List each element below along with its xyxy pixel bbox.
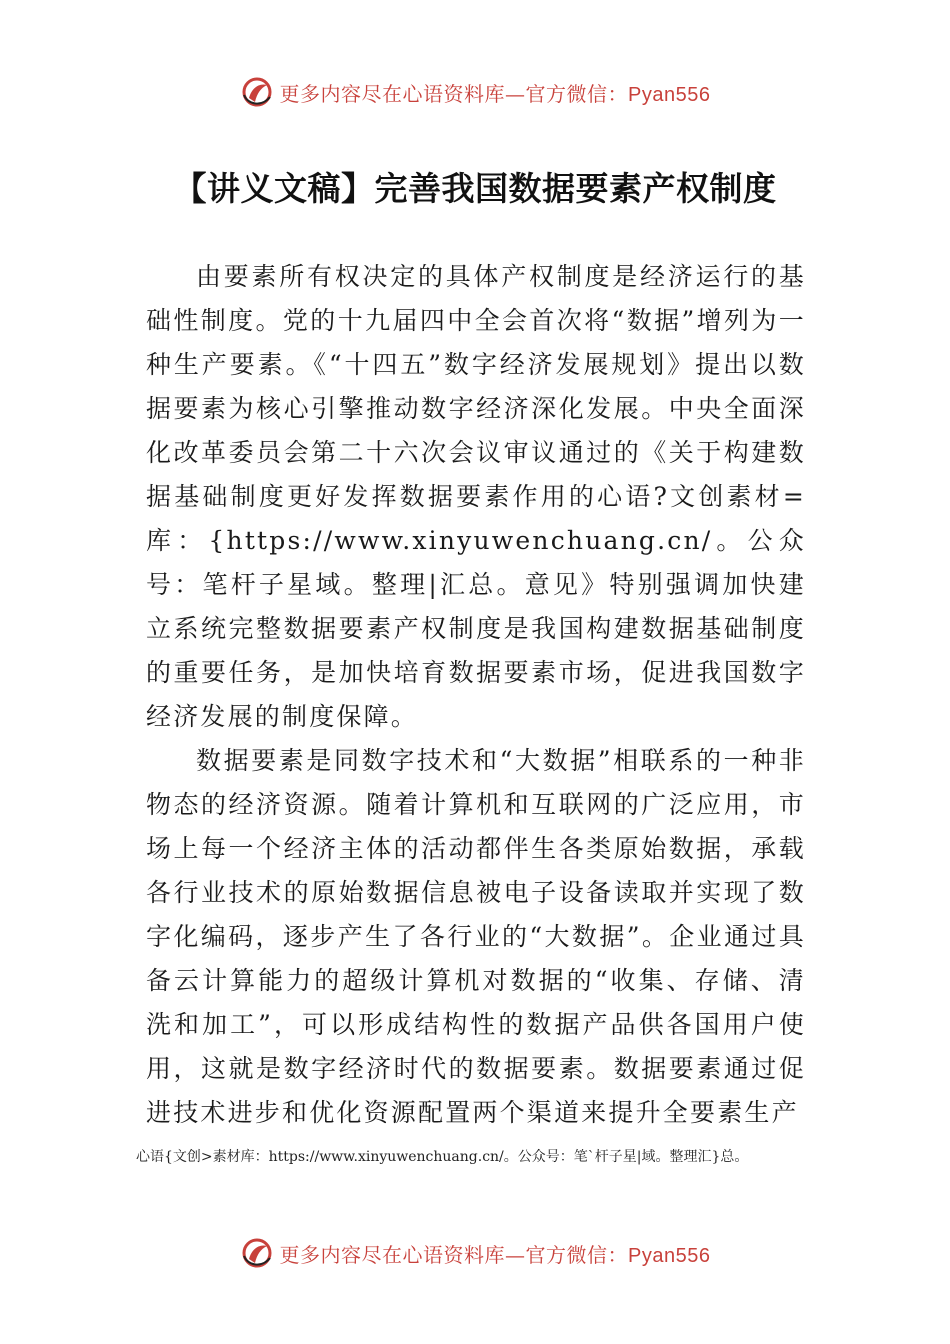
paragraph-1: 由要素所有权决定的具体产权制度是经济运行的基础性制度。党的十九届四中全会首次将“数据”增列为一种生产要素。《“十四五”数字经济发展规划》提出以数据要素为核心引擎推动数字经济深化发展。中央全面深化改革委员会第二十六次会议审议通过的《关于构建数据基础制度更好发挥数据要素作用的心语?文创素材=库：{https://www.xinyuwenchuang.cn/。公众号：笔杆子星域。整理|汇总。意见》特别强调加快建立系统完整数据要素产权制度是我国构建数据基础制度的重要任务，是加快培育数据要素市场，促进我国数字经济发展的制度保障。	[146, 262, 806, 731]
banner-label: 更多内容尽在心语资料库—官方微信：	[279, 1242, 629, 1267]
page-footnote: 心语{文创>素材库：https://www.xinyuwenchuang.cn/。公众号：笔`杆子星|域。整理汇}总。	[136, 1149, 749, 1165]
header-banner	[0, 72, 950, 112]
wechat-id: Pyan556	[628, 83, 711, 106]
wechat-id: Pyan556	[628, 1244, 711, 1267]
brush-logo-icon	[240, 75, 274, 109]
paragraph-2: 数据要素是同数字技术和“大数据”相联系的一种非物态的经济资源。随着计算机和互联网的广泛应用，市场上每一个经济主体的活动都伴生各类原始数据，承载各行业技术的原始数据信息被电子设备读取并实现了数字化编码，逐步产生了各行业的“大数据”。企业通过具备云计算能力的超级计算机对数据的“收集、存储、清洗和加工”，可以形成结构性的数据产品供各国用户使用，这就是数字经济时代的数据要素。数据要素通过促进技术进步和优化资源配置两个渠道来提升全要素生产	[146, 746, 806, 1127]
banner-text	[280, 1239, 711, 1268]
document-body	[146, 255, 806, 1135]
footer-banner	[0, 1233, 950, 1273]
brush-logo-icon	[240, 1236, 274, 1270]
banner-label: 更多内容尽在心语资料库—官方微信：	[279, 81, 629, 106]
document-title: 【讲义文稿】完善我国数据要素产权制度	[173, 169, 777, 208]
banner-text	[280, 78, 711, 107]
